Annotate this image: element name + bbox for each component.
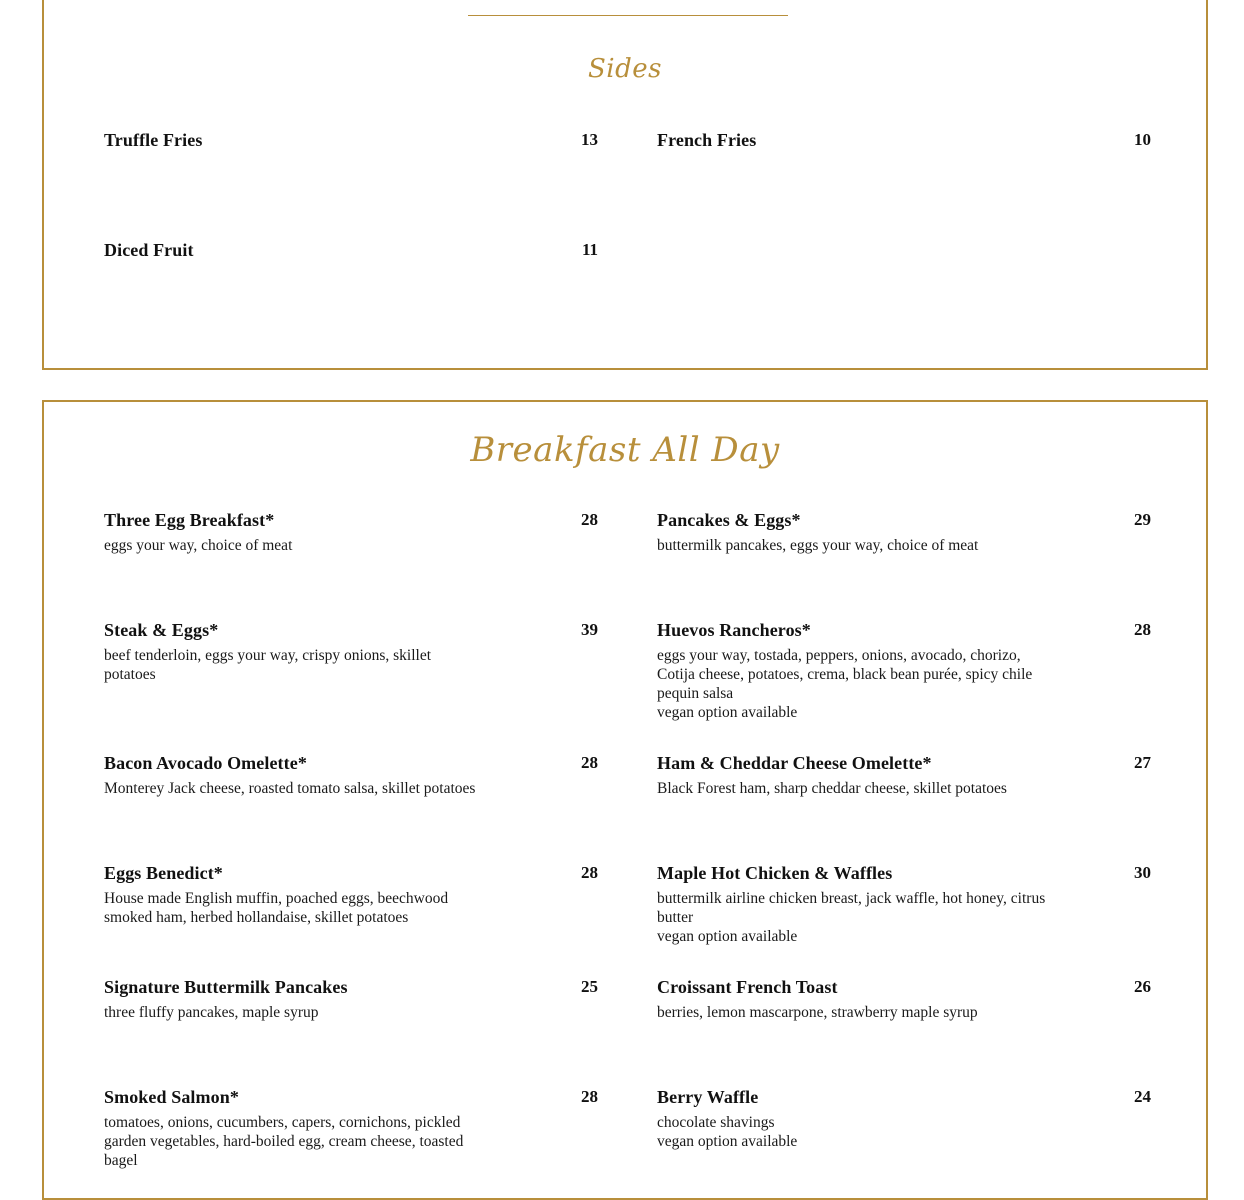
item-name: Steak & Eggs* <box>104 620 219 640</box>
item-desc-text: Black Forest ham, sharp cheddar cheese, skillet potatoes <box>657 780 1007 797</box>
item-price: 25 <box>581 977 598 996</box>
item-name: Bacon Avocado Omelette* <box>104 753 307 773</box>
item-name: French Fries <box>657 130 757 150</box>
item-description <box>104 536 504 555</box>
item-note: vegan option available <box>657 928 798 945</box>
item-description <box>657 646 1057 722</box>
item-price: 30 <box>1134 863 1151 882</box>
item-description <box>657 889 1047 946</box>
breakfast-title: Breakfast All Day <box>470 430 780 470</box>
item-name: Three Egg Breakfast* <box>104 510 275 530</box>
item-desc-text: buttermilk pancakes, eggs your way, choice of meat <box>657 537 979 554</box>
item-desc-text: buttermilk airline chicken breast, jack waffle, hot honey, citrus butter <box>657 890 1046 926</box>
item-price: 28 <box>581 510 598 529</box>
item-price: 39 <box>581 620 598 639</box>
item-name: Huevos Rancheros* <box>657 620 811 640</box>
item-note: vegan option available <box>657 1133 798 1150</box>
item-price: 13 <box>581 130 598 149</box>
item-price: 28 <box>581 753 598 772</box>
item-description <box>657 1113 1057 1151</box>
item-price: 27 <box>1134 753 1151 772</box>
item-price: 28 <box>581 1087 598 1106</box>
item-name: Eggs Benedict* <box>104 863 223 883</box>
item-price: 29 <box>1134 510 1151 529</box>
sides-title: Sides <box>588 54 662 84</box>
breakfast-section <box>42 400 1208 1200</box>
item-description <box>657 536 1057 555</box>
item-desc-text: eggs your way, tostada, peppers, onions, avocado, chorizo, Cotija cheese, potatoes, crema, black bean purée, spicy chile pequin salsa <box>657 647 1033 702</box>
item-name: Signature Buttermilk Pancakes <box>104 977 348 997</box>
sides-section <box>42 0 1208 370</box>
item-price: 24 <box>1134 1087 1151 1106</box>
item-name: Pancakes & Eggs* <box>657 510 801 530</box>
item-name: Smoked Salmon* <box>104 1087 239 1107</box>
item-name: Berry Waffle <box>657 1087 759 1107</box>
item-description <box>104 1003 504 1022</box>
item-price: 11 <box>581 240 598 259</box>
item-description <box>104 1113 494 1170</box>
item-price: 10 <box>1134 130 1151 149</box>
item-name: Maple Hot Chicken & Waffles <box>657 863 893 883</box>
item-price: 28 <box>1134 620 1151 639</box>
item-desc-text: eggs your way, choice of meat <box>104 537 293 554</box>
item-desc-text: House made English muffin, poached eggs, beechwood smoked ham, herbed hollandaise, skillet potatoes <box>104 890 449 926</box>
item-name: Truffle Fries <box>104 130 203 150</box>
item-desc-text: berries, lemon mascarpone, strawberry maple syrup <box>657 1004 978 1021</box>
item-name: Diced Fruit <box>104 240 194 260</box>
item-description <box>104 779 524 798</box>
item-description <box>657 779 1057 798</box>
item-price: 28 <box>581 863 598 882</box>
item-desc-text: chocolate shavings <box>657 1114 775 1131</box>
item-desc-text: three fluffy pancakes, maple syrup <box>104 1004 319 1021</box>
item-price: 26 <box>1134 977 1151 996</box>
item-desc-text: tomatoes, onions, cucumbers, capers, cornichons, pickled garden vegetables, hard-boiled egg, cream cheese, toasted bagel <box>104 1114 464 1169</box>
item-name: Croissant French Toast <box>657 977 838 997</box>
item-description <box>104 646 464 684</box>
item-desc-text: beef tenderloin, eggs your way, crispy onions, skillet potatoes <box>104 647 432 683</box>
item-note: vegan option available <box>657 704 798 721</box>
item-name: Ham & Cheddar Cheese Omelette* <box>657 753 932 773</box>
item-description <box>104 889 484 927</box>
item-desc-text: Monterey Jack cheese, roasted tomato salsa, skillet potatoes <box>104 780 476 797</box>
top-divider <box>468 15 788 16</box>
item-description <box>657 1003 1057 1022</box>
